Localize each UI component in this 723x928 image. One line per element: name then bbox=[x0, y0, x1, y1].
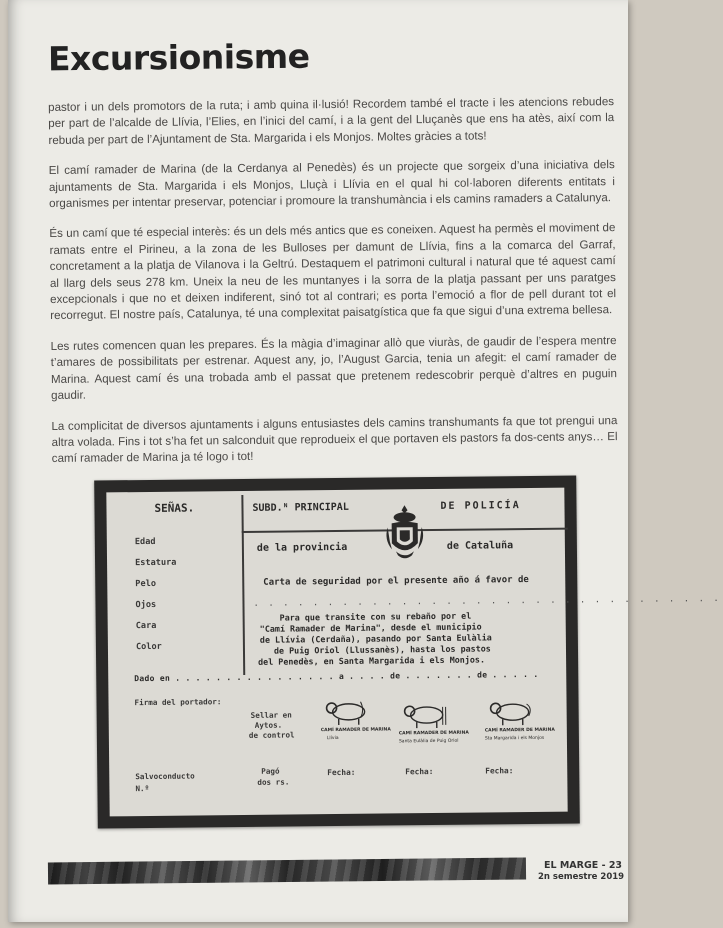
pago-amount: dos rs. bbox=[257, 777, 290, 787]
fecha-label-3: Fecha: bbox=[485, 766, 514, 776]
name-dotted-line: . . . . . . . . . . . . . . . . . . . . . . . . . . . . . . . . bbox=[253, 593, 721, 609]
stamp-caption-1: CAMÍ RAMADER DE MARINA bbox=[320, 727, 391, 734]
article-body bbox=[48, 94, 618, 482]
label-ojos: Ojos bbox=[135, 599, 157, 611]
stamp-caption-2: CAMÍ RAMADER DE MARINA bbox=[398, 730, 469, 737]
stamp-llivia bbox=[320, 698, 391, 747]
senas-header: SEÑAS. bbox=[154, 501, 195, 515]
footer-stone-band bbox=[48, 857, 526, 884]
stamp-place-1: Llívia bbox=[326, 735, 339, 742]
route-line-3: de Llívia (Cerdaña), pasando por Santa Eulàlia bbox=[259, 632, 492, 645]
stamp-santa-eulalia bbox=[398, 701, 469, 750]
label-pelo: Pelo bbox=[135, 578, 157, 590]
sheep-ram-icon bbox=[399, 701, 451, 730]
fecha-label-2: Fecha: bbox=[405, 766, 434, 777]
label-edad: Edad bbox=[134, 536, 156, 548]
pago-label: Pagó bbox=[261, 766, 280, 776]
label-estatura: Estatura bbox=[135, 557, 177, 569]
magazine-name: EL MARGE - 23 bbox=[544, 860, 623, 871]
magazine-page bbox=[8, 0, 721, 922]
fecha-label-1: Fecha: bbox=[327, 767, 356, 778]
sellar-line-3: de control bbox=[248, 730, 295, 740]
safe-conduct-document bbox=[106, 488, 721, 817]
paragraph-1: pastor i un dels promotors de la ruta; i amb quina il·lusió! Recordem també el tracte i les atencions rebudes per part de l’alcalde de Llívia, l’Elies, en l’inici del camí, i a la gent del Lluçanès que ens ha atès, així com la rebuda per part de l’Ajuntament de Sta. Margarida i els Monjos. Moltes gràcies a tots! bbox=[48, 95, 615, 147]
royal-seal-icon bbox=[383, 503, 426, 561]
paragraph-2: El camí ramader de Marina (de la Cerdanya al Penedès) és un projecte que sorgeix d’una iniciativa dels ajuntaments de Sta. Margarida i els Monjos, Lluçà i Llívia en el qual hi col·laboren diferents entitats i organismes per intentar preservar, potenciar i promoure la transhumància i els camins ramaders a Catalunya. bbox=[48, 158, 615, 211]
section-title: Excursionisme bbox=[47, 36, 310, 79]
dado-en-line: Dado en . . . . . . . . . . . . . . . . a . . . . de . . . . . . . de . . . . . bbox=[134, 669, 539, 684]
numero-label: N.º bbox=[135, 783, 150, 794]
sheep-ram-icon bbox=[320, 698, 372, 727]
stamp-caption-3: CAMÍ RAMADER DE MARINA bbox=[484, 727, 555, 734]
cataluna-text: de Cataluña bbox=[446, 540, 514, 552]
salvoconducto-label: Salvoconducto bbox=[135, 771, 195, 782]
label-color: Color bbox=[135, 641, 162, 653]
route-line-5: del Penedès, en Santa Margarida i els Monjos. bbox=[258, 654, 486, 667]
stamp-place-2: Santa Eulàlia de Puig Oriol bbox=[398, 738, 459, 745]
divider-vertical bbox=[241, 495, 244, 675]
stamp-sta-margarida bbox=[484, 698, 555, 747]
subd-header: SUBD.ᴺ PRINCIPAL bbox=[252, 501, 349, 514]
paragraph-4: Les rutes comencen quan les prepares. És la màgia d’imaginar allò que viuràs, de gaudir de l’espera mentre t’amares de possibilitats per estrenar. Aquest any, jo, l’August Garcia, tenia un afegit: el camí ramader de Marina. Aquest camí és una trobada amb el passat que pretenem redescobrir perquè d’altres en puguin gaudir. bbox=[50, 333, 617, 403]
label-cara: Cara bbox=[135, 620, 157, 632]
provincia-text: de la provincia bbox=[256, 541, 348, 554]
firma-label: Firma del portador: bbox=[134, 697, 222, 708]
stamp-place-3: Sta Margarida i els Monjos bbox=[484, 735, 545, 742]
paragraph-5: La complicitat de diversos ajuntaments i alguns entusiastes dels camins transhumants fa que tot prengui una altra volada. Fins i tot s’ha fet un salconduit que reprodueix el que portaven els pastors fa dos-cents anys… El camí ramader de Marina ja té logo i tot! bbox=[51, 413, 618, 466]
route-line-2: "Camí Ramader de Marina", desde el municipio bbox=[259, 621, 482, 634]
safe-conduct-image bbox=[94, 475, 721, 828]
policia-header: DE POLICÍA bbox=[440, 500, 521, 512]
carta-text: Carta de seguridad por el presente año á favor de bbox=[263, 574, 529, 588]
sellar-line-2: Aytos. bbox=[254, 720, 283, 730]
route-line-1: Para que transite con su rebaño por el bbox=[279, 610, 472, 623]
sheep-ram-icon bbox=[484, 698, 536, 727]
sellar-line-1: Sellar en bbox=[250, 710, 292, 720]
route-line-4: de Puig Oriol (Llussanès), hasta los pastos bbox=[273, 643, 491, 656]
paragraph-3: És un camí que té especial interès: és un dels més antics que es coneixen. Aquest ha permès el moviment de ramats entre el Pirineu, a la zona de les Bulloses per damunt de Llívia, fins a la comarca del Garraf, concretament a la platja de Vilanova i la Geltrú. Destaquem el patrimoni cultural i natural que té aquest camí al llarg dels seus 278 km. Uneix la neu de les muntanyes i la sorra de la platja passant per uns paratges excepcionals i que no et deixen indiferent, sinó tot al contrari; es porta l’emoció a flor de pell durant tot el recorregut. El nostre país, Catalunya, té una complexitat paisatgística que fa que sigui d’una extrema bellesa. bbox=[49, 221, 617, 323]
issue-date: 2n semestre 2019 bbox=[538, 872, 625, 882]
